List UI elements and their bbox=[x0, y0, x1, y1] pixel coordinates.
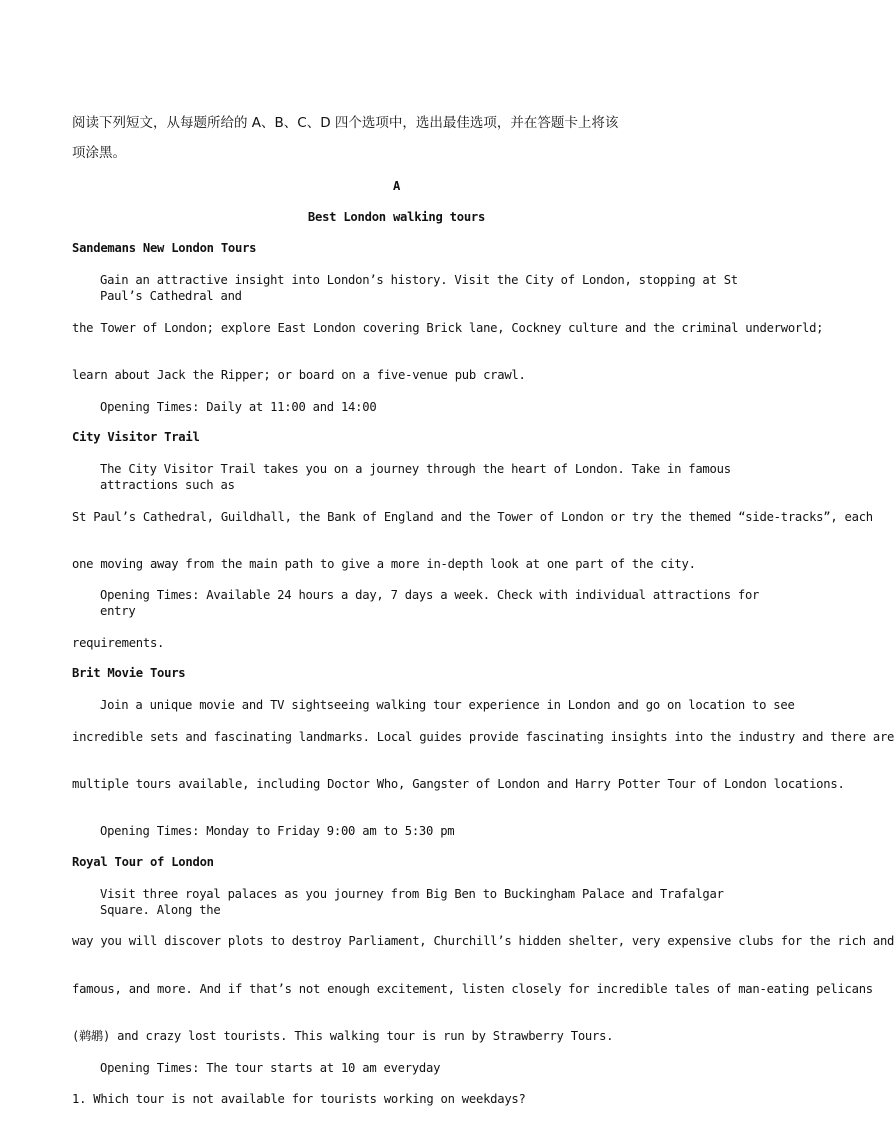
tour-name-city-visitor-trail: City Visitor Trail bbox=[72, 430, 200, 444]
tour-description: famous, and more. And if that’s not enough excitement, listen closely for incredible tales of man-eating pelicans bbox=[72, 982, 873, 996]
tour-description: Visit three royal palaces as you journey from Big Ben to Buckingham Palace and Trafalgar Square. Along the bbox=[100, 887, 724, 917]
question-1: 1. Which tour is not available for tourists working on weekdays? bbox=[72, 1092, 526, 1106]
tour-description: Gain an attractive insight into London’s history. Visit the City of London, stopping at St Paul’s Cathedral and bbox=[100, 273, 738, 303]
tour-description: incredible sets and fascinating landmarks. Local guides provide fascinating insights into the industry and there are bbox=[72, 730, 894, 744]
instructions-line-2: 项涂黑。 bbox=[72, 145, 126, 161]
opening-times: Opening Times: Daily at 11:00 and 14:00 bbox=[100, 400, 377, 414]
tour-description: one moving away from the main path to give a more in-depth look at one part of the city. bbox=[72, 557, 696, 571]
tour-description: way you will discover plots to destroy Parliament, Churchill’s hidden shelter, very expensive clubs for the rich and bbox=[72, 934, 894, 948]
tour-description: Join a unique movie and TV sightseeing walking tour experience in London and go on location to see bbox=[100, 698, 795, 712]
tour-name-sandemans: Sandemans New London Tours bbox=[72, 241, 257, 255]
opening-times: requirements. bbox=[72, 636, 165, 650]
tour-name-brit-movie-tours: Brit Movie Tours bbox=[72, 666, 186, 680]
tour-description: St Paul’s Cathedral, Guildhall, the Bank of England and the Tower of London or try the themed “side-tracks”, each bbox=[72, 510, 873, 524]
tour-description: the Tower of London; explore East London covering Brick lane, Cockney culture and the criminal underworld; bbox=[72, 321, 824, 335]
tour-description: learn about Jack the Ripper; or board on a five-venue pub crawl. bbox=[72, 368, 526, 382]
passage-title: Best London walking tours bbox=[307, 210, 486, 224]
tour-description: multiple tours available, including Doctor Who, Gangster of London and Harry Potter Tour of London locations. bbox=[72, 777, 845, 791]
instructions-line-1: 阅读下列短文，从每题所给的 A、B、C、D 四个选项中，选出最佳选项，并在答题卡上将该 bbox=[72, 115, 619, 131]
tour-description: (鹈鹕) and crazy lost tourists. This walking tour is run by Strawberry Tours. bbox=[72, 1029, 614, 1043]
opening-times: Opening Times: The tour starts at 10 am everyday bbox=[100, 1061, 441, 1075]
tour-name-royal-tour: Royal Tour of London bbox=[72, 855, 214, 869]
opening-times: Opening Times: Available 24 hours a day, 7 days a week. Check with individual attractions for entry bbox=[100, 588, 760, 618]
section-letter: A bbox=[392, 179, 401, 193]
opening-times: Opening Times: Monday to Friday 9:00 am to 5:30 pm bbox=[100, 824, 455, 838]
tour-description: The City Visitor Trail takes you on a journey through the heart of London. Take in famous attractions such as bbox=[100, 462, 731, 492]
